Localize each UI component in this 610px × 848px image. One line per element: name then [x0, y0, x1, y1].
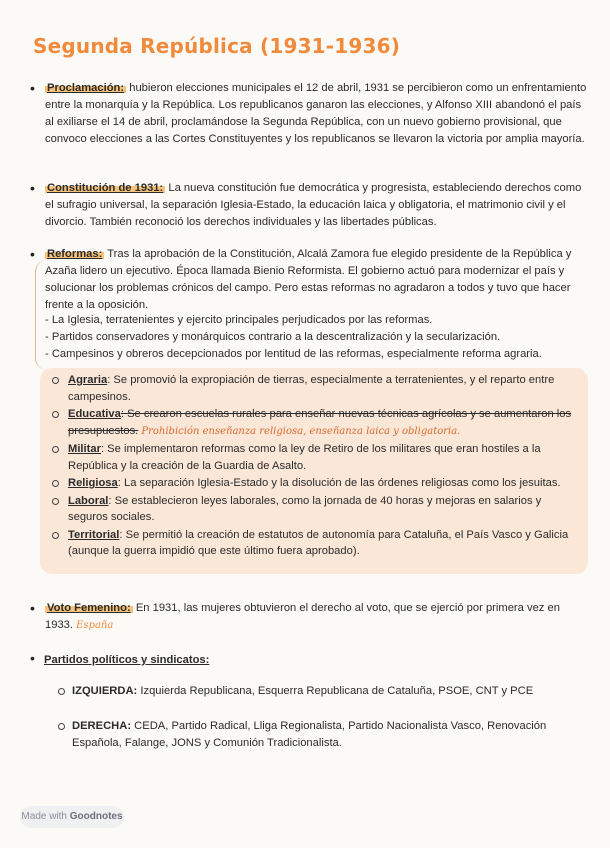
proclamacion-label: Proclamación:	[47, 82, 125, 94]
voto-text: En 1931, las mujeres obtuvieron el derecho al voto, que se ejerció por primera vez en 1933.	[45, 602, 560, 631]
reform-text: : Se promovió la expropiación de tierras, especialmente a terratenientes, y el reparto entre campesinos.	[68, 374, 555, 403]
goodnotes-badge	[20, 806, 124, 828]
bullet-icon: •	[30, 180, 35, 196]
izquierda-label: IZQUIERDA:	[72, 685, 138, 697]
circle-bullet-icon	[52, 377, 59, 384]
reform-text: : Se permitió la creación de estatutos de autonomía para Cataluña, el País Vasco y Galicia (aunque la guerra impidió que este último fuera aprobado).	[68, 528, 569, 557]
reform-text: : Se establecieron leyes laborales, como la jornada de 40 horas y mejoras en salarios y seguros sociales.	[68, 494, 542, 523]
derecha-label: DERECHA:	[72, 720, 132, 732]
izquierda-text: Izquierda Republicana, Esquerra Republicana de Cataluña, PSOE, CNT y PCE	[140, 685, 534, 697]
reformas-text: Tras la aprobación de la Constitución, Alcalá Zamora fue elegido presidente de la República y Azaña lidero un ejecutivo. Época llamada Bienio Reformista. El gobierno actuó para modernizar el país y solucionar los problemas crónicos del campo. Pero estas reformas no agradaron a todos y tuvo que hacer frente a la oposición.	[45, 248, 572, 311]
reform-list	[52, 372, 582, 561]
reform-label: Territorial	[68, 528, 120, 541]
reform-militar	[52, 441, 582, 474]
reform-text: : La separación Iglesia-Estado y la disolución de las órdenes religiosas como los jesuitas.	[117, 477, 561, 489]
partidos-title: Partidos políticos y sindicatos:	[44, 654, 210, 666]
reformas-label: Reformas:	[47, 248, 103, 260]
footer-prefix: Made with	[21, 811, 67, 822]
reform-territorial	[52, 527, 582, 560]
reform-agraria	[52, 372, 582, 405]
opposition-list	[45, 312, 590, 363]
constitucion-paragraph	[30, 180, 590, 231]
party-izquierda	[58, 683, 578, 700]
reform-label: Agraria	[68, 374, 108, 386]
circle-bullet-icon	[52, 498, 59, 505]
reform-label: Religiosa	[68, 477, 118, 489]
handwritten-note: Prohibición enseñanza religiosa, enseñanza laica y obligatoria.	[141, 425, 461, 437]
circle-bullet-icon	[58, 688, 65, 695]
circle-bullet-icon	[52, 411, 59, 418]
opposition-item: - Campesinos y obreros decepcionados por lentitud de las reformas, especialmente reforma agraria.	[45, 348, 542, 360]
footer-brand: Goodnotes	[69, 811, 123, 822]
bullet-icon: •	[30, 80, 35, 96]
opposition-item: - La Iglesia, terratenientes y ejercito principales perjudicados por las reformas.	[45, 314, 433, 326]
proclamacion-text: hubieron elecciones municipales el 12 de abril, 1931 se percibieron como un enfrentamiento entre la monarquía y la República. Los republicanos ganaron las elecciones, y Alfonso XIII abandonó el país al exiliarse el 14 de abril, proclamándose la Segunda República, con un nuevo gobierno provisional, que convoco elecciones a las Cortes Constituyentes y los republicanos se llevaron la victoria por amplia mayoría.	[45, 82, 587, 145]
constitucion-label: Constitución de 1931:	[47, 182, 164, 194]
circle-bullet-icon	[52, 532, 59, 539]
voto-label: Voto Femenino:	[47, 602, 131, 614]
opposition-item: - Partidos conservadores y monárquicos contrario a la descentralización y la secularización.	[45, 331, 501, 343]
reform-label: Laboral	[68, 494, 109, 507]
circle-bullet-icon	[52, 480, 59, 487]
bullet-icon: •	[30, 650, 35, 666]
bullet-icon: •	[30, 600, 35, 616]
reform-text: : Se implementaron reformas como la ley de Retiro de los militares que eran hostiles a la República y la creación de la Guardia de Asalto.	[68, 443, 541, 472]
voto-paragraph	[30, 600, 590, 634]
reform-text: : Se crearon escuelas rurales para enseñar nuevas técnicas agrícolas y se aumentaron los presupuestos.	[68, 408, 572, 437]
proclamacion-paragraph	[30, 80, 590, 148]
reformas-paragraph	[30, 246, 590, 314]
party-derecha	[58, 718, 578, 752]
constitucion-text: La nueva constitución fue democrática y progresista, estableciendo derechos como el sufragio universal, la separación Iglesia-Estado, la educación laica y obligatoria, el matrimonio civil y el divorcio. También reconoció los derechos individuales y las libertades públicas.	[45, 182, 582, 228]
reform-religiosa	[52, 475, 582, 492]
page-title: Segunda República (1931-1936)	[33, 34, 401, 58]
derecha-text: CEDA, Partido Radical, Lliga Regionalista, Partido Nacionalista Vasco, Renovación Española, Falange, JONS y Comunión Tradicionalista.	[72, 720, 547, 749]
reform-label: Educativa	[68, 408, 121, 420]
reform-educativa	[52, 406, 582, 440]
circle-bullet-icon	[52, 446, 59, 453]
hand-drawn-arrow	[35, 260, 48, 370]
circle-bullet-icon	[58, 723, 65, 730]
handwritten-note: España	[76, 620, 114, 631]
reform-laboral	[52, 493, 582, 526]
bullet-icon: •	[30, 246, 35, 262]
reform-label: Militar	[68, 443, 101, 455]
partidos-heading	[30, 650, 209, 666]
